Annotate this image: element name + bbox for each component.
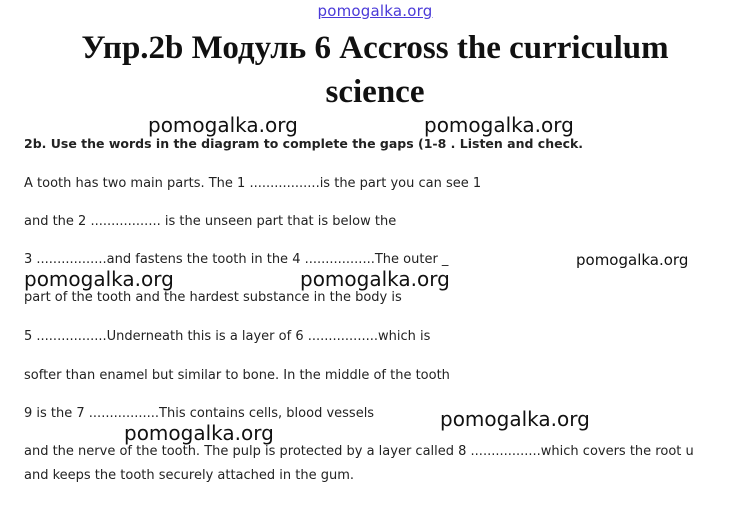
exercise-line: and the nerve of the tooth. The pulp is protected by a layer called 8 .................which covers the root u [24,444,694,459]
watermark: pomogalka.org [148,113,298,137]
exercise-line: softer than enamel but similar to bone. In the middle of the tooth [24,368,450,383]
exercise-line: part of the tooth and the hardest substance in the body is [24,290,402,305]
watermark: pomogalka.org [440,407,590,431]
exercise-line: 5 .................Underneath this is a layer of 6 .................which is [24,329,431,344]
site-link[interactable]: pomogalka.org [317,2,433,20]
page-title: Упр.2b Модуль 6 Accross the curriculum [81,30,669,66]
exercise-line: and keeps the tooth securely attached in the gum. [24,468,355,483]
exercise-line: 9 is the 7 .................This contains cells, blood vessels [24,406,375,421]
watermark: pomogalka.org [124,421,274,445]
exercise-line: and the 2 ................. is the unseen part that is below the [24,214,397,229]
watermark: pomogalka.org [424,113,574,137]
watermark: pomogalka.org [24,267,174,291]
watermark: pomogalka.org [300,267,450,291]
exercise-line: A tooth has two main parts. The 1 .................is the part you can see 1 [24,176,482,191]
exercise-line: 3 .................and fastens the tooth in the 4 .................The outer _ [24,252,449,267]
watermark: pomogalka.org [576,251,689,269]
exercise-instruction: 2b. Use the words in the diagram to complete the gaps (1-8 . Listen and check. [24,136,584,151]
page-title-continued: science [325,74,425,110]
